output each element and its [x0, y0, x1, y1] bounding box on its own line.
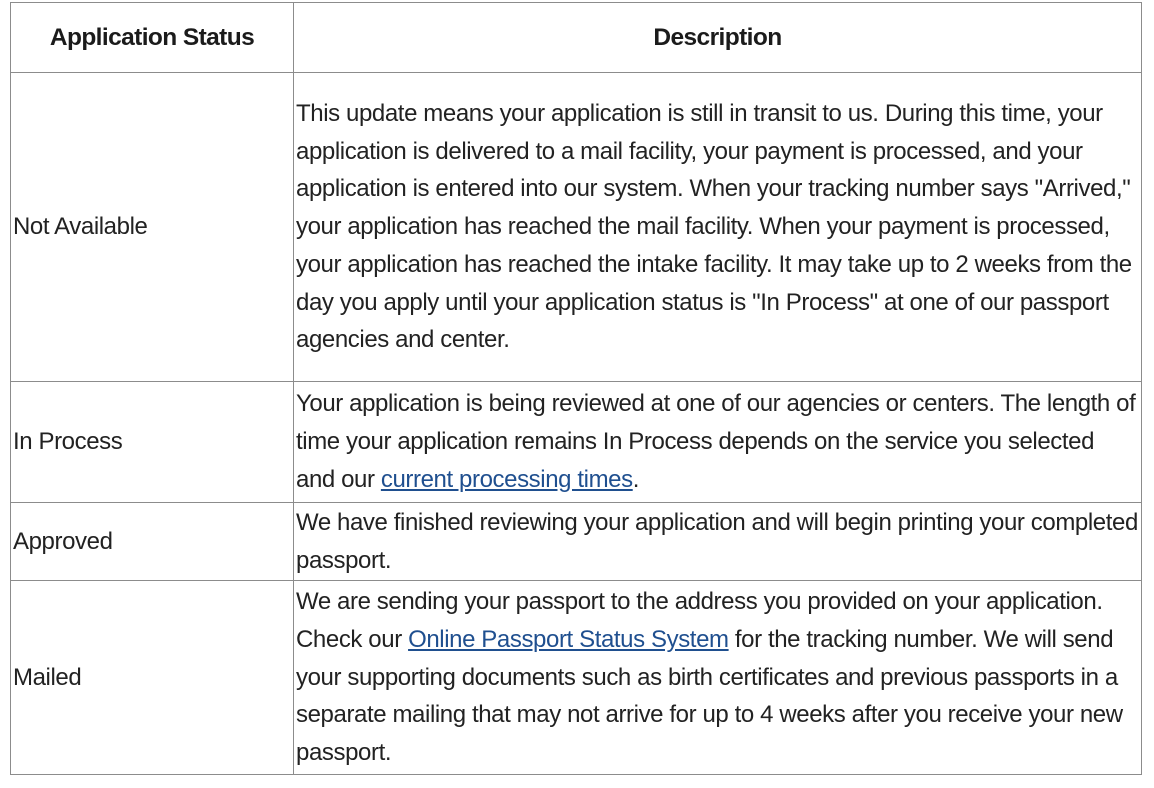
- table-header-row: [11, 3, 1142, 73]
- description-cell-not-available: [294, 73, 1142, 382]
- status-cell-not-available: Not Available: [11, 73, 294, 382]
- description-text: This update means your application is still in transit to us. During this time, your application is delivered to a mail facility, your payment is processed, and your application is entered into our system. When your tracking number says "Arrived," your application has reached the mail facility. When your payment is processed, your application has reached the intake facility. It may take up to 2 weeks from the day you apply until your application status is "In Process" at one of our passport agencies and center.: [296, 99, 1132, 354]
- description-text: for the tracking number. We will send your supporting documents such as birth certificates and previous passports in a separate mailing that may not arrive for up to 4 weeks after you receive your new passport.: [296, 625, 1123, 767]
- online-passport-status-system-link[interactable]: Online Passport Status System: [408, 625, 729, 653]
- description-text: .: [632, 465, 639, 493]
- description-cell-in-process: [294, 382, 1142, 503]
- table-row: [11, 73, 1142, 382]
- status-cell-approved: Approved: [11, 503, 294, 581]
- description-text: Your application is being reviewed at one of our agencies or centers. The length of time your application remains In Process depends on the service you selected and our: [296, 390, 1136, 493]
- application-status-table: [10, 2, 1142, 775]
- header-application-status: Application Status: [11, 3, 294, 73]
- status-cell-in-process: In Process: [11, 382, 294, 503]
- table-row: [11, 581, 1142, 775]
- header-description: Description: [294, 3, 1142, 73]
- current-processing-times-link[interactable]: current processing times: [380, 465, 633, 493]
- description-text: We are sending your passport to the address you provided on your application. Check our: [296, 588, 1103, 653]
- table-row: [11, 503, 1142, 581]
- description-cell-approved: [294, 503, 1142, 581]
- table-row: [11, 382, 1142, 503]
- status-cell-mailed: Mailed: [11, 581, 294, 775]
- description-text: We have finished reviewing your application and will begin printing your completed passport.: [296, 508, 1138, 574]
- description-cell-mailed: [294, 581, 1142, 775]
